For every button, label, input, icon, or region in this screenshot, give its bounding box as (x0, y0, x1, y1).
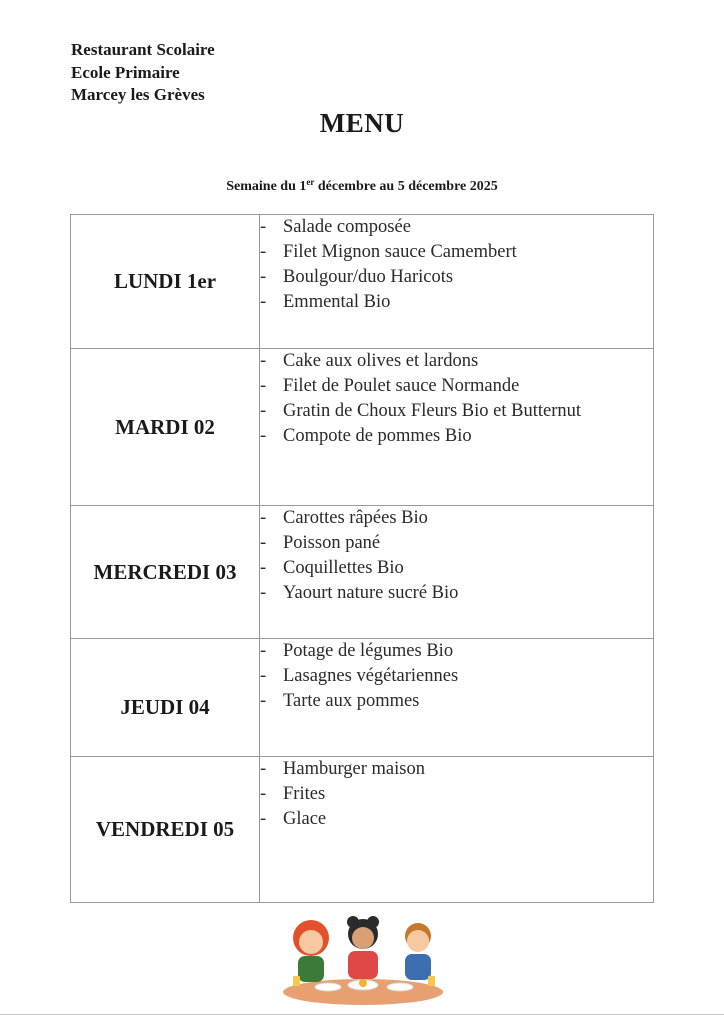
dish-list (260, 506, 653, 606)
dish-item: - Salade composée (260, 215, 653, 240)
dish-item: - Gratin de Choux Fleurs Bio et Butternut (260, 399, 653, 424)
children-eating-illustration (278, 914, 448, 1008)
day-label: LUNDI 1er (71, 215, 260, 349)
dish-item: - Compote de pommes Bio (260, 424, 653, 449)
dish-item: - Coquillettes Bio (260, 556, 653, 581)
dish-cell (260, 639, 654, 757)
child-face (407, 930, 429, 952)
plate (387, 983, 413, 991)
dish-item: - Filet Mignon sauce Camembert (260, 240, 653, 265)
town-name: Marcey les Grèves (71, 85, 205, 104)
dish-list (260, 349, 653, 449)
child-face (352, 927, 374, 949)
dish-item: - Cake aux olives et lardons (260, 349, 653, 374)
page-bottom-rule (0, 1014, 724, 1015)
dish-cell (260, 349, 654, 506)
dish-item: - Boulgour/duo Haricots (260, 265, 653, 290)
table-row (71, 639, 654, 757)
school-name: Ecole Primaire (71, 62, 180, 82)
dish-item: - Potage de légumes Bio (260, 639, 653, 664)
day-label: VENDREDI 05 (71, 757, 260, 903)
dish-list (260, 215, 653, 315)
menu-table (70, 214, 654, 903)
page-title: MENU (319, 108, 405, 138)
dish-item: - Filet de Poulet sauce Normande (260, 374, 653, 399)
dish-cell (260, 757, 654, 903)
day-label: MERCREDI 03 (71, 506, 260, 639)
week-superscript: er (306, 177, 315, 187)
dish-cell (260, 506, 654, 639)
plate (315, 983, 341, 991)
food (359, 979, 367, 987)
cup (293, 976, 300, 986)
dish-item: - Frites (260, 782, 653, 807)
dish-item: - Poisson pané (260, 531, 653, 556)
dish-list (260, 757, 653, 832)
day-label: JEUDI 04 (71, 639, 260, 757)
week-suffix: décembre au 5 décembre 2025 (314, 179, 498, 194)
dish-item: - Yaourt nature sucré Bio (260, 581, 653, 606)
dish-item: - Hamburger maison (260, 757, 653, 782)
child-body (405, 954, 431, 980)
dish-item: - Lasagnes végétariennes (260, 664, 653, 689)
cup (428, 976, 435, 986)
week-prefix: Semaine du 1 (226, 179, 307, 194)
restaurant-name: Restaurant Scolaire (71, 40, 215, 59)
table-row (71, 215, 654, 349)
child-body (348, 951, 378, 979)
school-header (71, 39, 215, 107)
dish-cell (260, 215, 654, 349)
dish-list (260, 639, 653, 714)
dish-item: - Emmental Bio (260, 290, 653, 315)
day-label: MARDI 02 (71, 349, 260, 506)
table-row (71, 349, 654, 506)
table-row (71, 506, 654, 639)
dish-item: - Tarte aux pommes (260, 689, 653, 714)
child-face (299, 930, 323, 954)
week-range (0, 177, 724, 195)
child-body (298, 956, 324, 982)
dish-item: - Carottes râpées Bio (260, 506, 653, 531)
dish-item: - Glace (260, 807, 653, 832)
table-row (71, 757, 654, 903)
